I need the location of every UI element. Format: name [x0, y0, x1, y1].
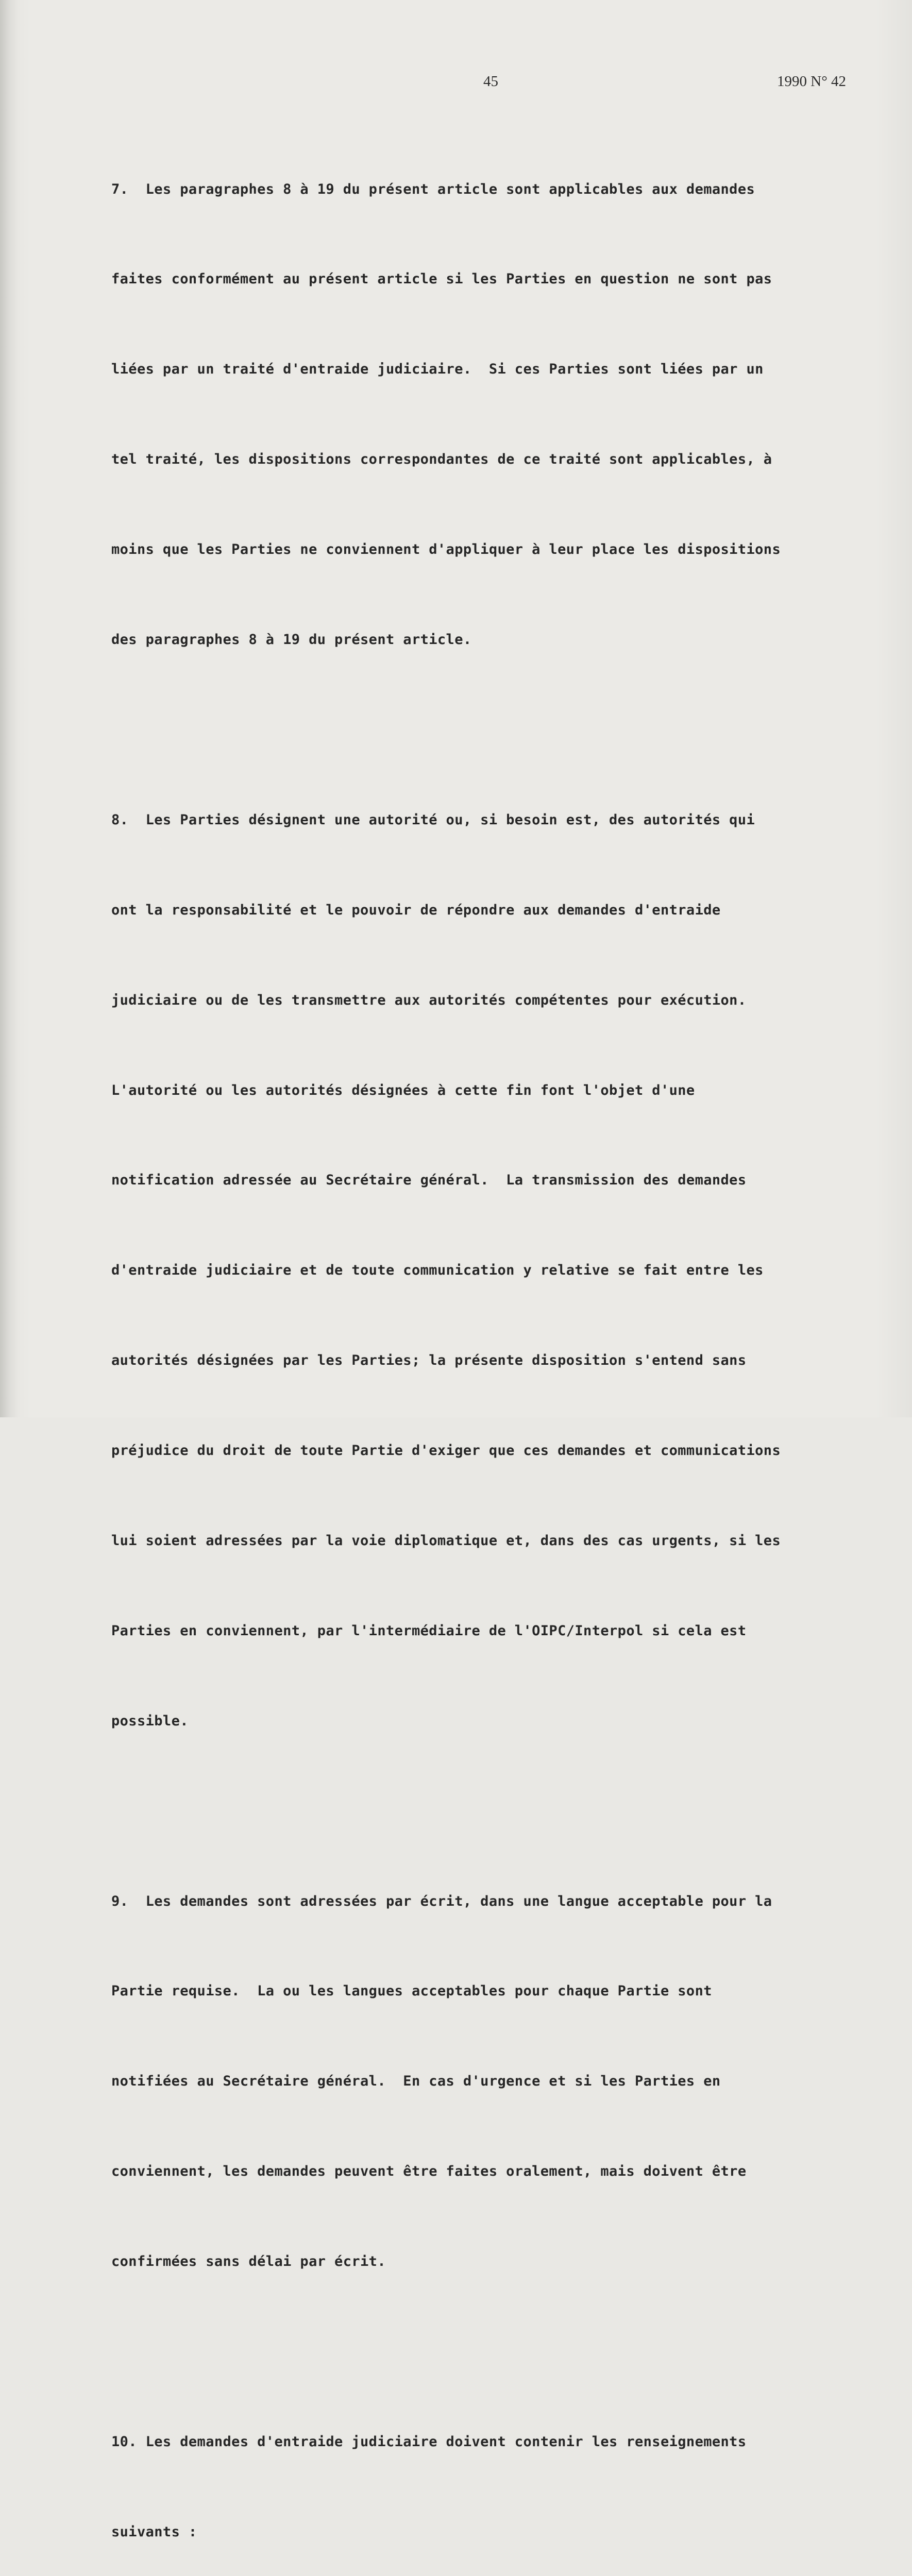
- text-line: L'autorité ou les autorités désignées à cette fin font l'objet d'une: [111, 1082, 695, 1098]
- page-header: [0, 73, 912, 94]
- text-line: possible.: [111, 1713, 189, 1729]
- text-line: conviennent, les demandes peuvent être faites oralement, mais doivent être: [111, 2163, 747, 2180]
- text-line: ont la responsabilité et le pouvoir de répondre aux demandes d'entraide: [111, 902, 721, 918]
- paragraph-7: [111, 114, 874, 715]
- document-body: [111, 114, 874, 2576]
- text-line: notification adressée au Secrétaire général. La transmission des demandes: [111, 1172, 747, 1189]
- text-line: des paragraphes 8 à 19 du présent article.: [111, 632, 472, 648]
- text-line: préjudice du droit de toute Partie d'exiger que ces demandes et communications: [111, 1443, 781, 1459]
- paragraph-8: [111, 745, 874, 1796]
- text-line: autorités désignées par les Parties; la présente disposition s'entend sans: [111, 1352, 747, 1369]
- text-line: moins que les Parties ne conviennent d'appliquer à leur place les dispositions: [111, 541, 781, 558]
- paragraph-9: [111, 1826, 874, 2337]
- text-line: confirmées sans délai par écrit.: [111, 2253, 386, 2270]
- text-line: liées par un traité d'entraide judiciaire. Si ces Parties sont liées par un: [111, 361, 764, 378]
- page-number: 45: [483, 73, 498, 90]
- text-line: lui soient adressées par la voie diplomatique et, dans des cas urgents, si les: [111, 1532, 781, 1549]
- text-line: 7. Les paragraphes 8 à 19 du présent article sont applicables aux demandes: [111, 181, 755, 197]
- text-line: 10. Les demandes d'entraide judiciaire doivent contenir les renseignements: [111, 2433, 747, 2450]
- text-line: notifiées au Secrétaire général. En cas d'urgence et si les Parties en: [111, 2073, 721, 2090]
- text-line: 9. Les demandes sont adressées par écrit, dans une langue acceptable pour la: [111, 1893, 772, 1909]
- text-line: Partie requise. La ou les langues acceptables pour chaque Partie sont: [111, 1983, 712, 1999]
- text-line: Parties en conviennent, par l'intermédiaire de l'OIPC/Interpol si cela est: [111, 1622, 747, 1639]
- text-line: faites conformément au présent article si les Parties en question ne sont pas: [111, 271, 772, 287]
- text-line: tel traité, les dispositions correspondantes de ce traité sont applicables, à: [111, 451, 772, 468]
- text-line: judiciaire ou de les transmettre aux autorités compétentes pour exécution.: [111, 992, 747, 1008]
- text-line: d'entraide judiciaire et de toute communication y relative se fait entre les: [111, 1262, 764, 1279]
- text-line: 8. Les Parties désignent une autorité ou, si besoin est, des autorités qui: [111, 811, 755, 828]
- binding-shadow: [0, 0, 19, 1417]
- paragraph-10: [111, 2367, 874, 2576]
- document-reference: 1990 N° 42: [777, 73, 847, 90]
- text-line: suivants :: [111, 2523, 197, 2540]
